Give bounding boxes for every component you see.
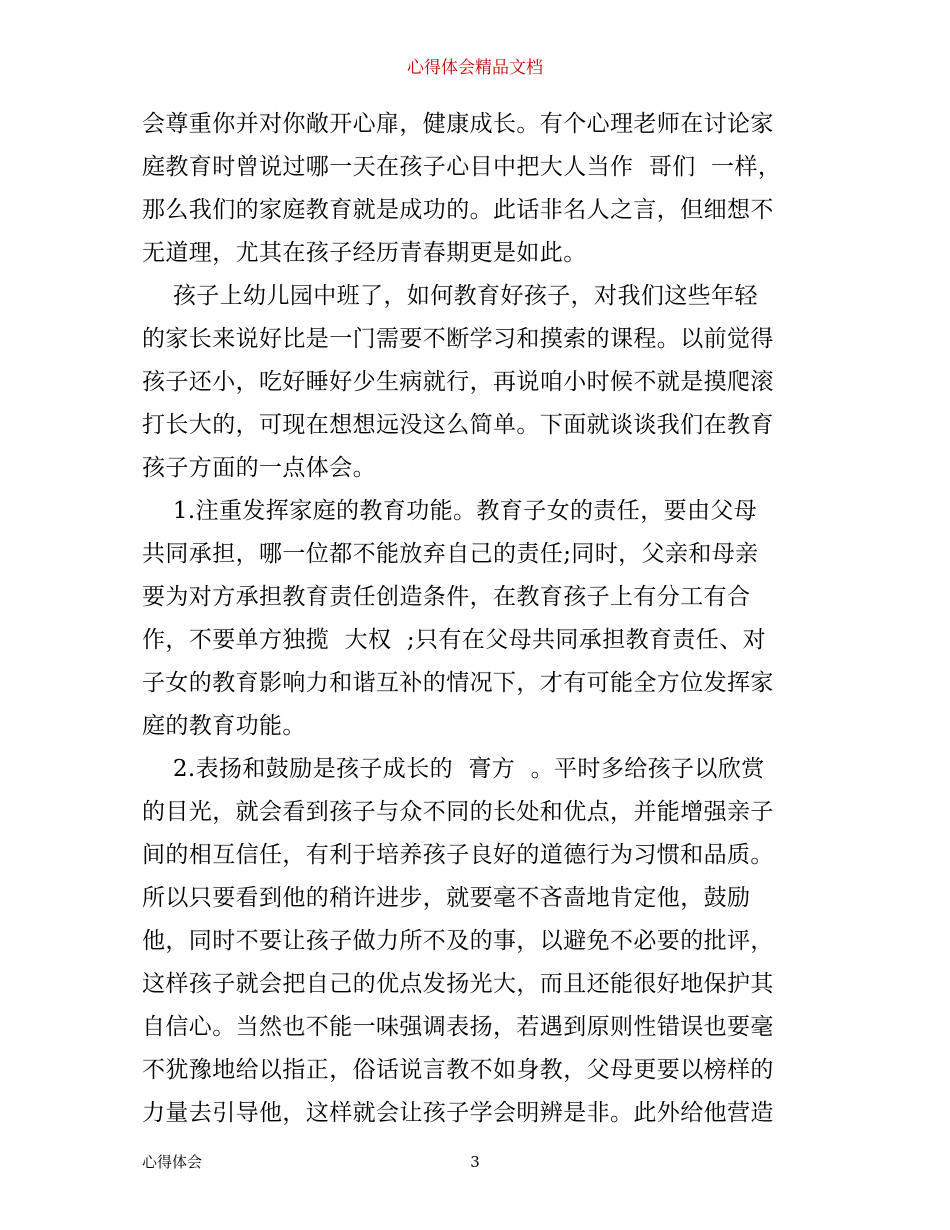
text-line: 所以只要看到他的稍许进步，就要毫不吝啬地肯定他，鼓励 (142, 885, 751, 911)
text-line: 那么我们的家庭教育就是成功的。此话非名人之言，但细想不 (142, 197, 774, 223)
text-line: 间的相互信任，有利于培养孩子良好的道德行为习惯和品质。 (142, 842, 774, 868)
text-line: 庭的教育功能。 (142, 713, 306, 739)
page-header-title: 心得体会精品文档 (407, 58, 543, 78)
text-line: 要为对方承担教育责任创造条件，在教育孩子上有分工有合 (142, 584, 751, 610)
text-line: 子女的教育影响力和谐互补的情况下，才有可能全方位发挥家 (142, 670, 774, 696)
text-line: 作，不要单方独揽 大权 ;只有在父母共同承担教育责任、对 (142, 627, 766, 653)
text-line: 这样孩子就会把自己的优点发扬光大，而且还能很好地保护其 (142, 971, 774, 997)
text-line: 力量去引导他，这样就会让孩子学会明辨是非。此外给他营造 (142, 1100, 774, 1126)
text-line: 孩子上幼儿园中班了，如何教育好孩子，对我们这些年轻 (142, 283, 758, 309)
text-line: 庭教育时曾说过哪一天在孩子心目中把大人当作 哥们 一样， (142, 154, 782, 180)
text-line: 不犹豫地给以指正，俗话说言教不如身教，父母更要以榜样的 (142, 1057, 774, 1083)
text-line: 2.表扬和鼓励是孩子成长的 膏方 。平时多给孩子以欣赏 (142, 756, 765, 782)
page-footer-label: 心得体会 (142, 1153, 203, 1171)
text-line: 的目光，就会看到孩子与众不同的长处和优点，并能增强亲子 (142, 799, 774, 825)
text-line: 共同承担，哪一位都不能放弃自己的责任;同时，父亲和母亲 (142, 541, 759, 567)
text-line: 他，同时不要让孩子做力所不及的事，以避免不必要的批评， (142, 928, 774, 954)
text-line: 的家长来说好比是一门需要不断学习和摸索的课程。以前觉得 (142, 326, 774, 352)
text-line: 无道理，尤其在孩子经历青春期更是如此。 (142, 240, 587, 266)
text-line: 1.注重发挥家庭的教育功能。教育子女的责任，要由父母 (142, 498, 758, 524)
text-line: 孩子还小，吃好睡好少生病就行，再说咱小时候不就是摸爬滚 (142, 369, 774, 395)
text-line: 会尊重你并对你敞开心扉，健康成长。有个心理老师在讨论家 (142, 111, 774, 137)
body-text (142, 103, 808, 1135)
text-line: 孩子方面的一点体会。 (142, 455, 376, 481)
page-number: 3 (470, 1153, 480, 1171)
text-line: 打长大的，可现在想想远没这么简单。下面就谈谈我们在教育 (142, 412, 774, 438)
text-line: 自信心。当然也不能一味强调表扬，若遇到原则性错误也要毫 (142, 1014, 774, 1040)
